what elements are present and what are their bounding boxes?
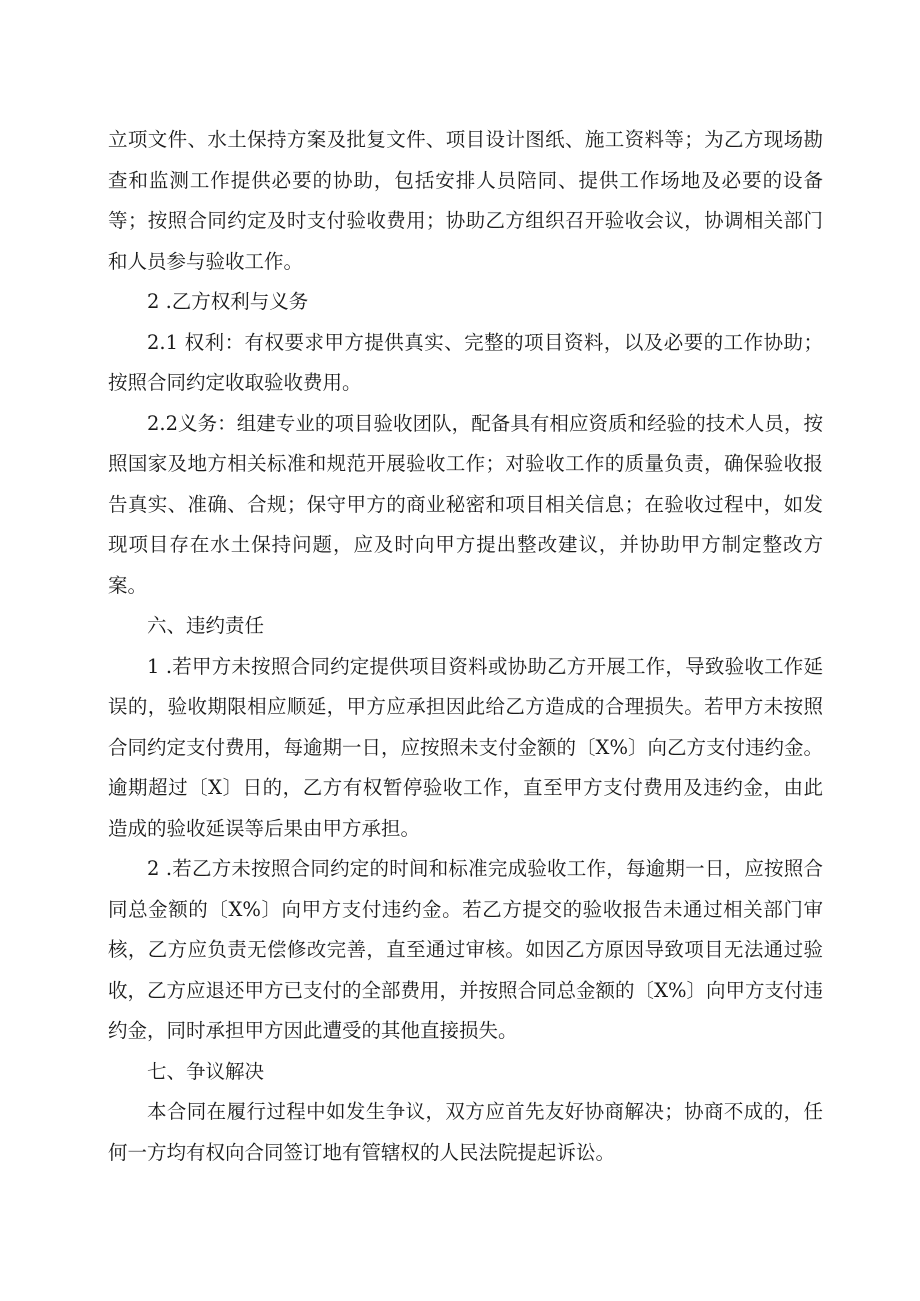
paragraph-party-b-obligations: 2.2义务：组建专业的项目验收团队，配备具有相应资质和经验的技术人员，按照国家及地方相关标准和规范开展验收工作；对验收工作的质量负责，确保验收报告真实、准确、合规；保守甲方的商业秘密和项目相关信息；在验收过程中，如发现项目存在水土保持问题，应及时向甲方提出整改建议，并协助甲方制定整改方案。 <box>108 411 823 597</box>
heading-breach-liability: 六、违约责任 <box>147 614 265 637</box>
paragraph-party-a-breach: 1 .若甲方未按照合同约定提供项目资料或协助乙方开展工作，导致验收工作延误的，验收期限相应顺延，甲方应承担因此给乙方造成的合理损失。若甲方未按照合同约定支付费用，每逾期一日，应按照未支付金额的〔X%〕向乙方支付违约金。逾期超过〔X〕日的，乙方有权暂停验收工作，直至甲方支付费用及违约金，由此造成的验收延误等后果由甲方承担。 <box>108 654 823 840</box>
heading-dispute-resolution: 七、争议解决 <box>147 1059 265 1083</box>
heading-party-b-rights-obligations: 2 .乙方权利与义务 <box>147 290 309 313</box>
document-body <box>108 120 823 1173</box>
paragraph-party-b-breach: 2 .若乙方未按照合同约定的时间和标准完成验收工作，每逾期一日，应按照合同总金额的〔X%〕向甲方支付违约金。若乙方提交的验收报告未通过相关部门审核，乙方应负责无偿修改完善，直至通过审核。如因乙方原因导致项目无法通过验收，乙方应退还甲方已支付的全部费用，并按照合同总金额的〔X%〕向甲方支付违约金，同时承担甲方因此遭受的其他直接损失。 <box>108 857 823 1042</box>
paragraph-party-a-obligations-continued: 立项文件、水土保持方案及批复文件、项目设计图纸、施工资料等；为乙方现场勘查和监测工作提供必要的协助，包括安排人员陪同、提供工作场地及必要的设备等；按照合同约定及时支付验收费用；协助乙方组织召开验收会议，协调相关部门和人员参与验收工作。 <box>108 128 823 273</box>
paragraph-dispute-resolution: 本合同在履行过程中如发生争议，双方应首先友好协商解决；协商不成的，任何一方均有权向合同签订地有管辖权的人民法院提起诉讼。 <box>108 1100 823 1164</box>
paragraph-party-b-rights: 2.1 权利：有权要求甲方提供真实、完整的项目资料，以及必要的工作协助；按照合同约定收取验收费用。 <box>108 330 823 394</box>
